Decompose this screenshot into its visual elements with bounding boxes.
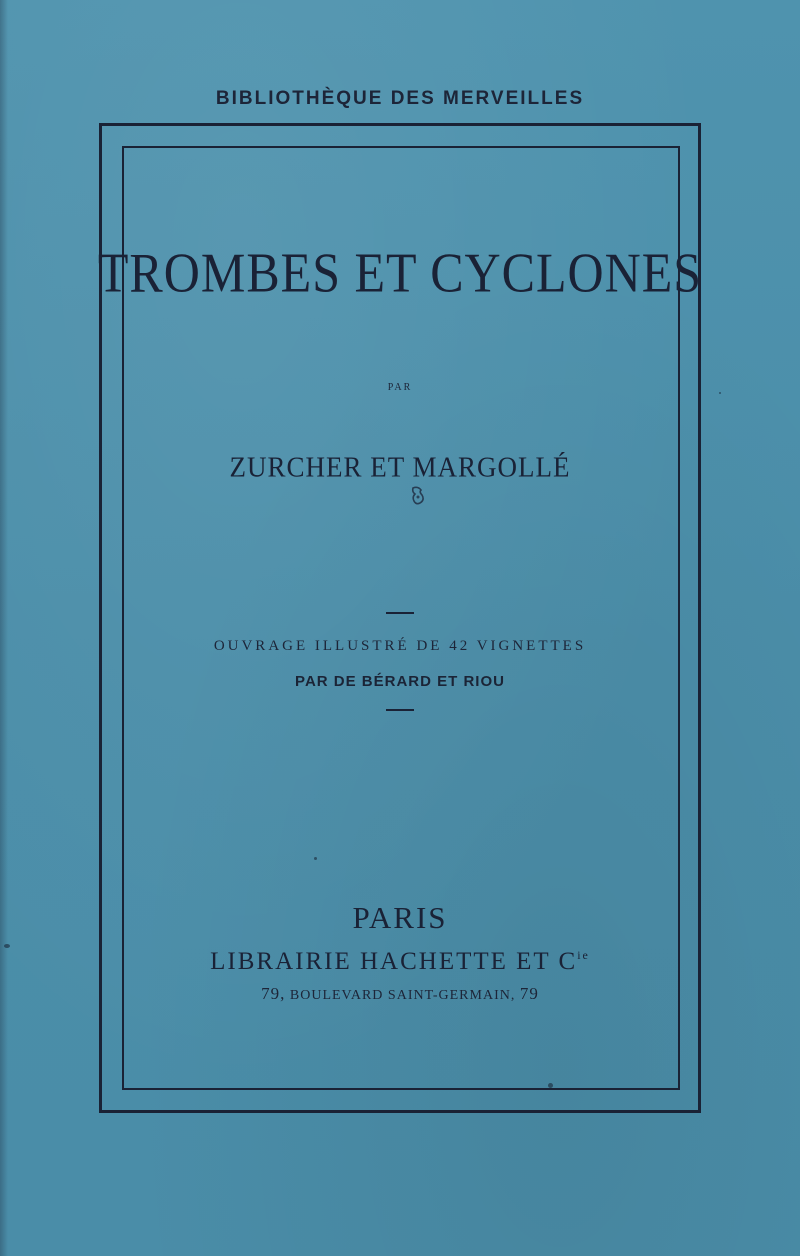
address-street: BOULEVARD SAINT-GERMAIN, bbox=[289, 988, 516, 1003]
publication-city: PARIS bbox=[352, 900, 448, 935]
paper-speck bbox=[548, 1083, 553, 1088]
illustration-note: OUVRAGE ILLUSTRÉ DE 42 VIGNETTES bbox=[213, 638, 587, 654]
paper-speck bbox=[4, 944, 10, 948]
by-label: PAR bbox=[387, 382, 413, 393]
paper-speck bbox=[314, 857, 317, 860]
book-title: TROMBES ET CYCLONES bbox=[97, 241, 703, 304]
series-title: BIBLIOTHÈQUE DES MERVEILLES bbox=[215, 88, 585, 109]
ornament-rule-top bbox=[386, 612, 414, 614]
address-number-end: 79 bbox=[519, 984, 539, 1003]
ink-stamp-mark bbox=[410, 486, 426, 506]
publisher-name: LIBRAIRIE HACHETTE ET C bbox=[210, 948, 578, 975]
paper-speck bbox=[719, 392, 721, 394]
spine-shadow bbox=[0, 0, 8, 1256]
publisher-suffix: ie bbox=[577, 948, 590, 962]
publisher-address bbox=[0, 984, 800, 1004]
publisher bbox=[0, 948, 800, 976]
authors: ZURCHER ET MARGOLLÉ bbox=[229, 451, 571, 483]
ornament-rule-bottom bbox=[386, 709, 414, 711]
illustrators: PAR DE BÉRARD ET RIOU bbox=[295, 673, 505, 690]
address-number-start: 79, bbox=[261, 984, 286, 1003]
